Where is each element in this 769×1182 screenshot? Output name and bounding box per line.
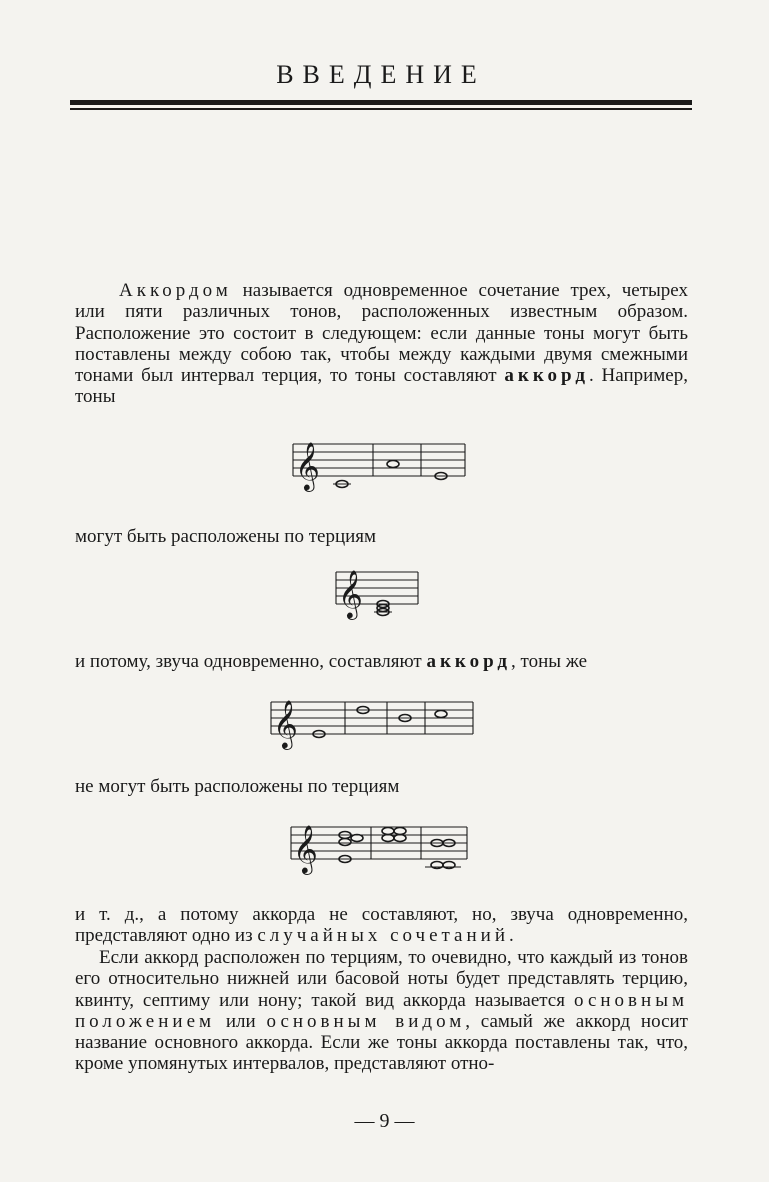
header-rule-thin — [70, 108, 692, 110]
whole-note-icon — [387, 461, 399, 468]
music-example-triad-chord — [330, 560, 425, 620]
chapter-title: ВВЕДЕНИЕ — [276, 60, 486, 89]
treble-clef-icon: 𝄞 — [295, 441, 320, 490]
page-number: — 9 — — [354, 1110, 415, 1132]
whole-note-icon — [382, 828, 394, 835]
term-root-position: основным положением — [75, 989, 688, 1032]
line-thirds-2: не могут быть расположены по терциям — [75, 776, 400, 797]
whole-note-icon — [394, 828, 406, 835]
paragraph-text: называется одновременное сочетание трех, четырех или пяти различных тонов, расположенных известным образом. Расположение это состоит в следующем: если данные тоны могут быть поставлены между собою так, чтобы между каждыми двумя смежными тонами был интервал терция, то тоны составляют — [75, 280, 688, 387]
term-akkord: аккорд — [504, 365, 589, 387]
paragraph-text: , самый же аккорд носит название основного аккорда. Если же тоны аккорда поставлены так, что, кроме упомянутых интервалов, представляют отно- — [75, 1010, 688, 1075]
paragraph-root-position — [75, 947, 688, 1075]
paragraph-text: . — [509, 925, 514, 947]
treble-clef-icon: 𝄞 — [338, 569, 363, 618]
paragraph-text: и т. д., а потому аккорда не составляют, но, звуча одновременно, представляют одно из — [75, 904, 688, 947]
term-akkord: аккорд — [426, 651, 512, 672]
music-example-non-thirds — [265, 690, 480, 750]
term-random-combinations: случайных сочетаний — [257, 925, 509, 947]
term-akkordom: Аккордом — [119, 280, 232, 301]
header-rule-thick — [70, 100, 692, 105]
line-text: и потому, звуча одновременно, составляют — [75, 651, 427, 672]
whole-note-icon — [435, 711, 447, 718]
music-example-clusters — [285, 815, 475, 875]
paragraph-text: Если аккорд расположен по терциям, то очевидно, что каждый из тонов его относительно нижней или басовой ноты будет представлять терцию, квинту, септиму или нону; такой вид аккорда называется — [75, 947, 688, 1011]
term-root-form: основным видом — [266, 1010, 466, 1032]
line-chord-result — [75, 651, 587, 673]
paragraph-text: или — [215, 1010, 267, 1032]
line-thirds-1: могут быть расположены по терциям — [75, 526, 377, 547]
line-text: , тоны же — [511, 651, 588, 672]
treble-clef-icon: 𝄞 — [293, 824, 318, 873]
paragraph-text: . Например, тоны — [75, 365, 688, 408]
treble-clef-icon: 𝄞 — [273, 699, 298, 748]
whole-note-icon — [339, 839, 351, 846]
music-example-separate-tones — [285, 430, 475, 495]
paragraph-random-combinations — [75, 904, 688, 947]
paragraph-chord-definition — [75, 280, 688, 408]
